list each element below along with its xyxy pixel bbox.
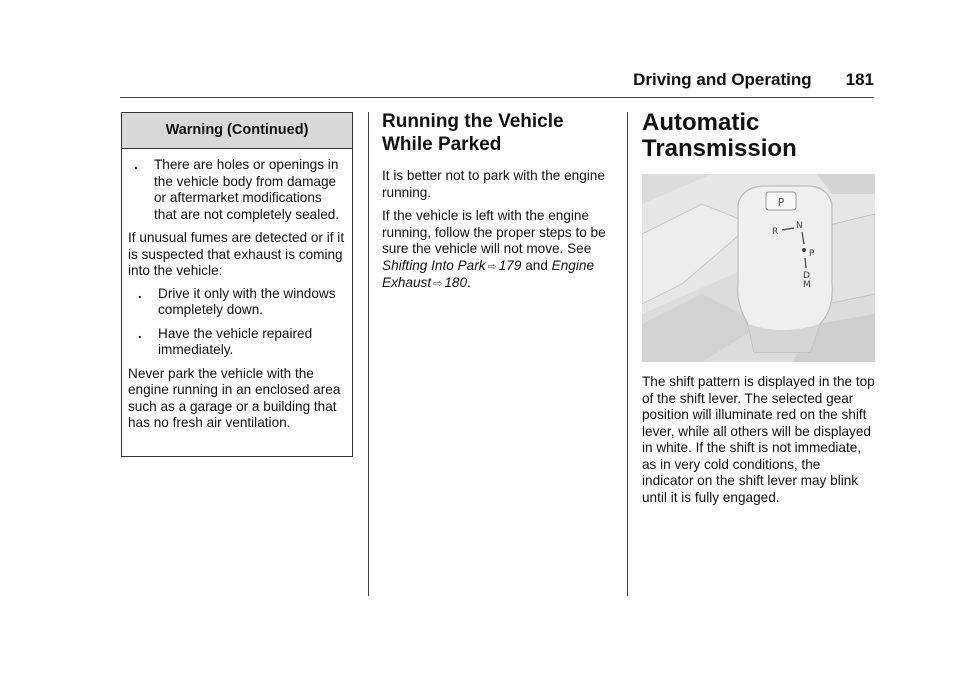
- warning-title: Warning (Continued): [122, 113, 352, 149]
- column-divider: [627, 112, 628, 596]
- park-button-label: P: [777, 196, 785, 209]
- warning-bullet: [134, 157, 345, 223]
- warning-box: [121, 112, 353, 457]
- period-text: .: [467, 275, 471, 290]
- shift-lever-illustration: [642, 174, 875, 362]
- bullet-icon: .: [138, 285, 142, 301]
- xref-page-180[interactable]: 180: [444, 275, 468, 290]
- section-title: Driving and Operating: [633, 70, 812, 89]
- gate-label-n: N: [796, 221, 803, 231]
- bullet-icon: .: [134, 157, 138, 172]
- running-paragraph: It is better not to park with the engine running.: [382, 168, 605, 200]
- running-text: If the vehicle is left with the engine running, follow the proper steps to be sure the vehicle will not move. See: [382, 208, 606, 256]
- conjunction-text: and: [521, 257, 552, 273]
- warning-bullet-text: Have the vehicle repaired immediately.: [158, 325, 313, 357]
- header-rule: [120, 97, 874, 98]
- page-arrow-icon: ⇨: [487, 260, 497, 273]
- column-automatic-transmission: [642, 110, 875, 513]
- column-divider: [368, 112, 369, 596]
- page-header: [120, 70, 874, 90]
- section-heading-automatic-transmission: Automatic Transmission: [642, 109, 797, 162]
- warning-bullet-text: Drive it only with the windows completely down.: [158, 285, 336, 317]
- page-number: 181: [845, 70, 874, 89]
- gate-label-p: P: [809, 249, 815, 259]
- gate-label-d: D: [803, 271, 810, 281]
- bullet-icon: .: [138, 325, 142, 341]
- running-paragraph-xref: [382, 208, 612, 293]
- xref-link-shifting-into-park[interactable]: Shifting Into Park: [382, 257, 486, 273]
- xref-page-179[interactable]: 179: [498, 257, 522, 273]
- gate-label-r: R: [772, 227, 779, 237]
- warning-bullet: [138, 286, 345, 319]
- section-heading-running: Running the Vehicle While Parked: [382, 111, 564, 155]
- transmission-paragraph: The shift pattern is displayed in the top of the shift lever. The selected gear position will illuminate red on the shift lever, while all others will be displayed in white. If the shift is not immediate, as in very cold conditions, the indicator on the shift lever may blink until it is fully engaged.: [642, 374, 875, 505]
- xref-link-engine-exhaust[interactable]: Engine Exhaust: [382, 257, 594, 290]
- warning-bullet-text: There are holes or openings in the vehicle body from damage or aftermarket modifications that are not completely sealed.: [154, 157, 340, 222]
- warning-bullet: [138, 326, 345, 359]
- warning-paragraph: If unusual fumes are detected or if it is suspected that exhaust is coming into the vehicle:: [128, 230, 345, 278]
- column-running-vehicle: [382, 110, 612, 300]
- page-arrow-icon: ⇨: [433, 278, 443, 290]
- warning-paragraph: Never park the vehicle with the engine running in an enclosed area such as a garage or a building that has no fresh air ventilation.: [128, 365, 341, 430]
- warning-body: [122, 149, 352, 432]
- gate-label-m: M: [803, 280, 811, 290]
